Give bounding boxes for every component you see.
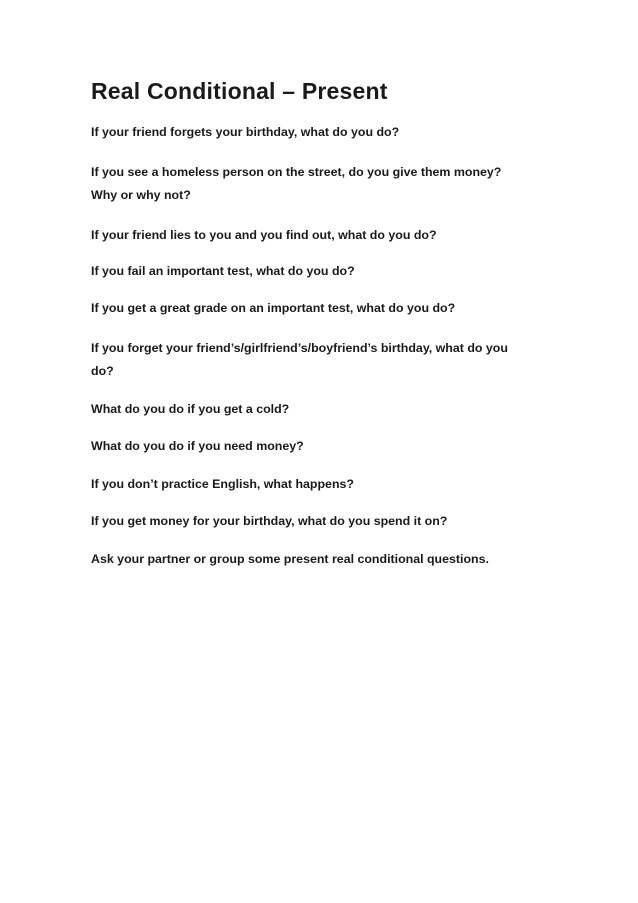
page-title: Real Conditional – Present (91, 78, 388, 104)
question-line: What do you do if you get a cold? (91, 402, 290, 416)
question-7 (91, 398, 541, 421)
question-line: What do you do if you need money? (91, 439, 304, 453)
question-4 (91, 260, 541, 283)
question-5 (91, 297, 541, 320)
question-line: If you see a homeless person on the street, do you give them money? (91, 165, 502, 179)
question-line: do? (91, 364, 114, 378)
question-10 (91, 510, 541, 533)
question-6 (91, 337, 541, 383)
question-line: Why or why not? (91, 188, 191, 202)
question-2 (91, 161, 541, 207)
question-1 (91, 121, 541, 144)
question-line: If your friend lies to you and you find out, what do you do? (91, 228, 437, 242)
question-line: If you get a great grade on an important test, what do you do? (91, 301, 456, 315)
question-3 (91, 224, 541, 247)
question-line: If you fail an important test, what do you do? (91, 264, 355, 278)
question-line: If you get money for your birthday, what do you spend it on? (91, 514, 448, 528)
question-9 (91, 473, 541, 496)
question-11 (91, 548, 541, 571)
question-line: If you don’t practice English, what happens? (91, 477, 354, 491)
question-line: Ask your partner or group some present real conditional questions. (91, 552, 489, 566)
question-line: If you forget your friend’s/girlfriend’s/boyfriend’s birthday, what do you (91, 341, 508, 355)
question-line: If your friend forgets your birthday, what do you do? (91, 125, 400, 139)
question-8 (91, 435, 541, 458)
